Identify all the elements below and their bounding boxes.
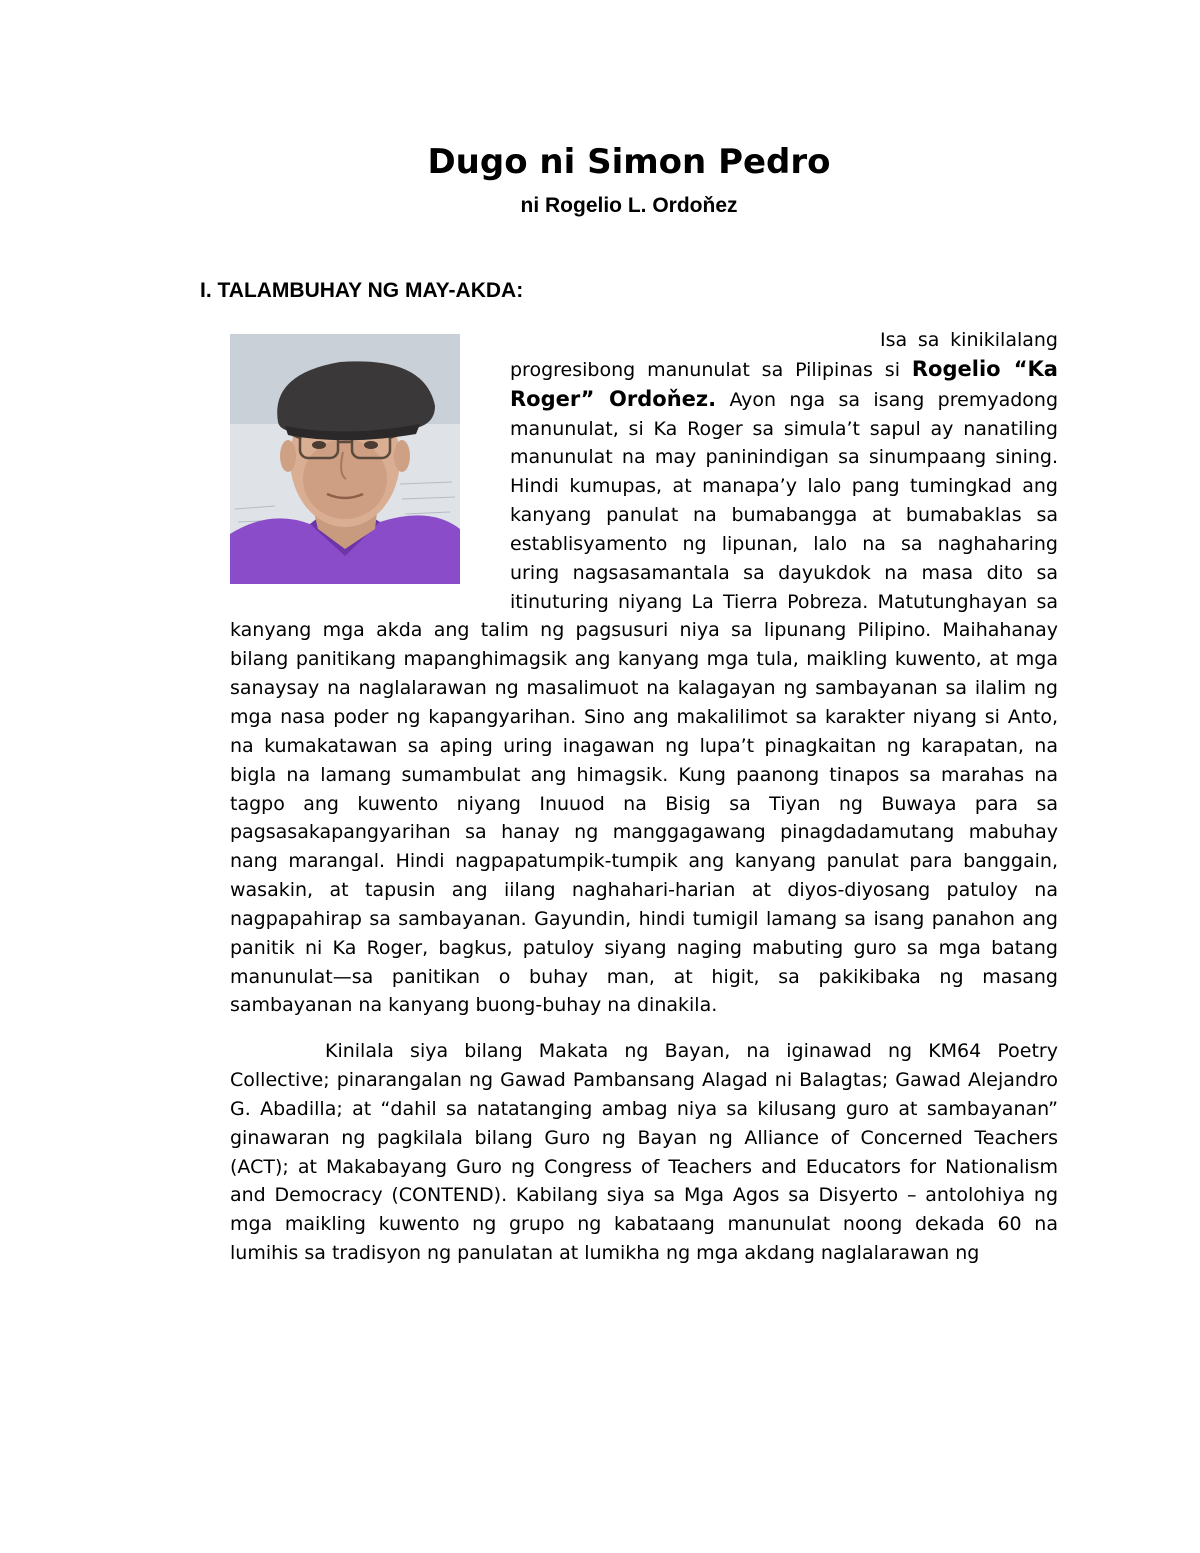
author-portrait-icon (230, 334, 460, 584)
paragraph-2-body: Kinilala siya bilang Makata ng Bayan, na iginawad ng KM64 Poetry Collective; pinarangalan ng Gawad Pambansang Alagad ni Balagtas; Gawad Alejandro G. Abadilla; at “dahil sa natatanging ambag niya sa kilusang guro at sambayanan” ginawaran ng pagkilala bilang Guro ng Bayan ng Alliance of Concerned Teachers (ACT); at Makabayang Guro ng Congress of Teachers and Educators for Nationalism and Democracy (CONTEND). Kabilang siya sa Mga Agos sa Disyerto – antolohiya ng mga maikling kuwento ng grupo ng kabataang manunulat noong dekada 60 na lumihis sa tradisyon ng panulatan at lumikha ng mga akdang naglalarawan ng (230, 1040, 1058, 1265)
author-byline: ni Rogelio L. Ordoňez (520, 194, 738, 217)
author-photo (230, 334, 460, 584)
biography-paragraph-2 (230, 1037, 1058, 1268)
document-body (230, 326, 1058, 1268)
section-heading: I. TALAMBUHAY NG MAY-AKDA: (200, 279, 524, 302)
author-name: Rogelio “Ka Roger” Ordoňez. (510, 356, 1058, 411)
document-title: Dugo ni Simon Pedro (427, 142, 831, 182)
paragraph-1-body: Ayon nga sa isang premyadong manunulat, si Ka Roger sa simula’t sapul ay nanatiling manunulat na may paninindigan sa sinumpaang sining. Hindi kumupas, at manapa’y lalo pang tumingkad ang kanyang panulat na bumabangga at bumabaklas sa establisyamento ng lipunan, lalo na sa naghaharing uring nagsasamantala sa dayukdok na masa dito sa itinuturing niyang La Tierra Pobreza. Matutunghayan sa kanyang mga akda ang talim ng pagsusuri niya sa lipunang Pilipino. Maihahanay bilang panitikang mapanghimagsik ang kanyang mga tula, maikling kuwento, at mga sanaysay na naglalarawan ng masalimuot na kalagayan ng sambayanan sa ilalim ng mga nasa poder ng kapangyarihan. Sino ang makalilimot sa karakter niyang si Anto, na kumakatawan sa aping uring inagawan ng lupa’t pinagkaitan ng karapatan, na bigla na lamang sumambulat ang himagsik. Kung paanong tinapos sa marahas na tagpo ang kuwento niyang Inuuod na Bisig sa Tiyan ng Buwaya para sa pagsasakapangyarihan sa hanay ng manggagawang pinagdadamutang mabuhay nang marangal. Hindi nagpapatumpik-tumpik ang kanyang panulat para banggain, wasakin, at tapusin ang iilang naghahari-harian at diyos-diyosang patuloy na nagpapahirap sa sambayanan. Gayundin, hindi tumigil lamang sa isang panahon ang panitik ni Ka Roger, bagkus, patuloy siyang naging mabuting guro sa mga batang manunulat—sa panitikan o buhay man, at higit, sa pakikibaka ng masang sambayanan na kanyang buong-buhay na dinakila. (230, 388, 1059, 1017)
paragraph-1-intro: Isa sa kinikilalang progresibong manunulat sa Pilipinas si (510, 329, 1058, 381)
